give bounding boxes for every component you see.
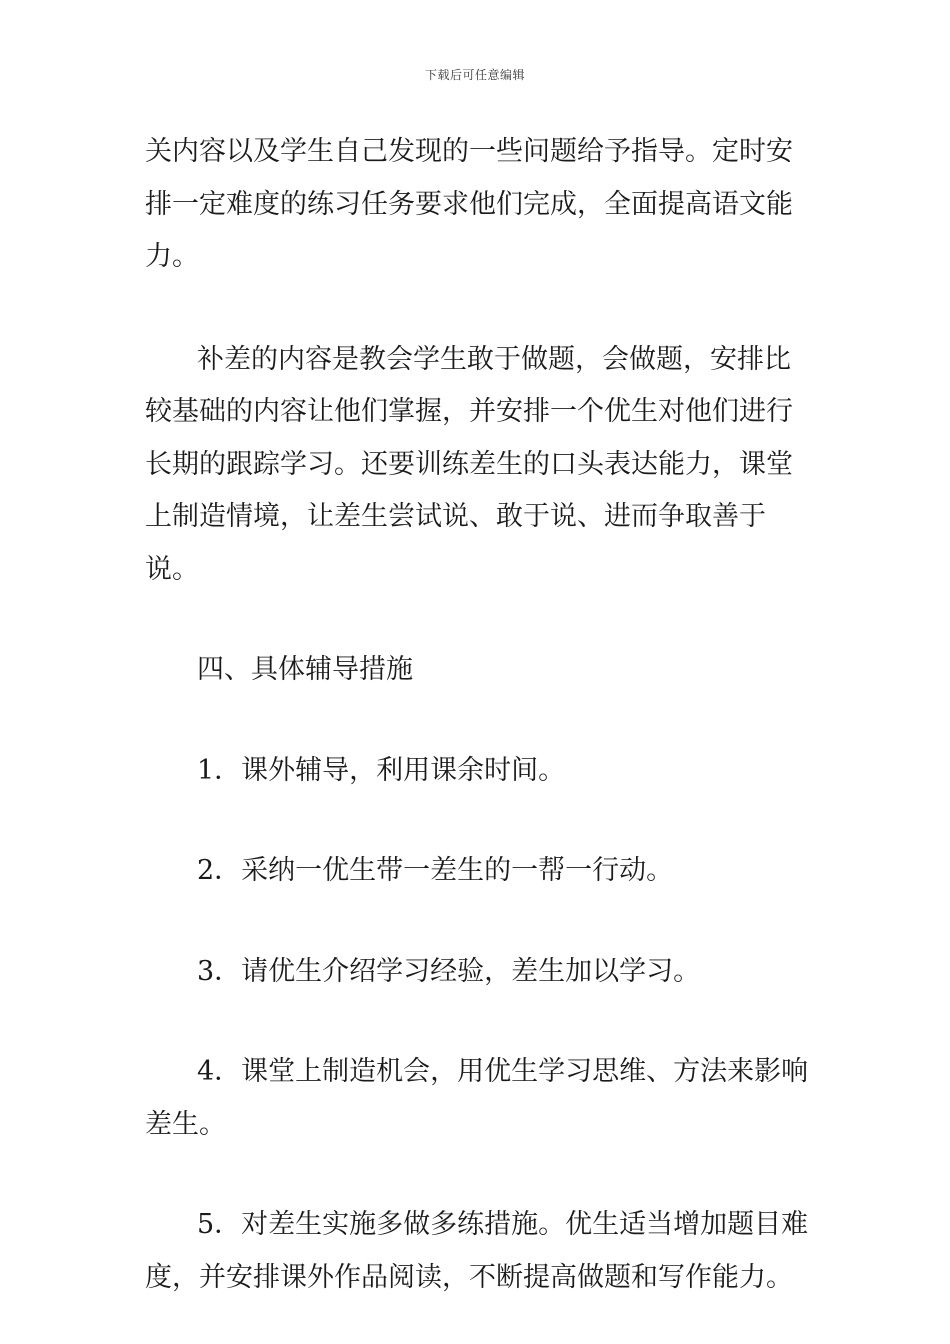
paragraph-guidance-continued: 关内容以及学生自己发现的一些问题给予指导。定时安排一定难度的练习任务要求他们完成，全面提高语文能力。	[145, 136, 793, 272]
page-header-note: 下载后可任意编辑	[424, 68, 525, 82]
paragraph-remedial-content: 补差的内容是教会学生敢于做题，会做题，安排比较基础的内容让他们掌握，并安排一个优生对他们进行长期的跟踪学习。还要训练差生的口头表达能力，课堂上制造情境，让差生尝试说、敢于说、进而争取善于说。	[145, 343, 793, 585]
section-heading-measures: 四、具体辅导措施	[197, 654, 413, 685]
measure-item-5: 5．对差生实施多做多练措施。优生适当增加题目难度，并安排课外作品阅读，不断提高做题和写作能力。	[145, 1209, 809, 1293]
measure-item-3: 3．请优生介绍学习经验，差生加以学习。	[197, 955, 701, 987]
document-body	[145, 126, 810, 1304]
measure-item-2: 2．采纳一优生带一差生的一帮一行动。	[197, 855, 674, 886]
measure-item-1: 1．课外辅导，利用课余时间。	[197, 754, 566, 786]
measure-item-4: 4．课堂上制造机会，用优生学习思维、方法来影响差生。	[145, 1056, 809, 1140]
